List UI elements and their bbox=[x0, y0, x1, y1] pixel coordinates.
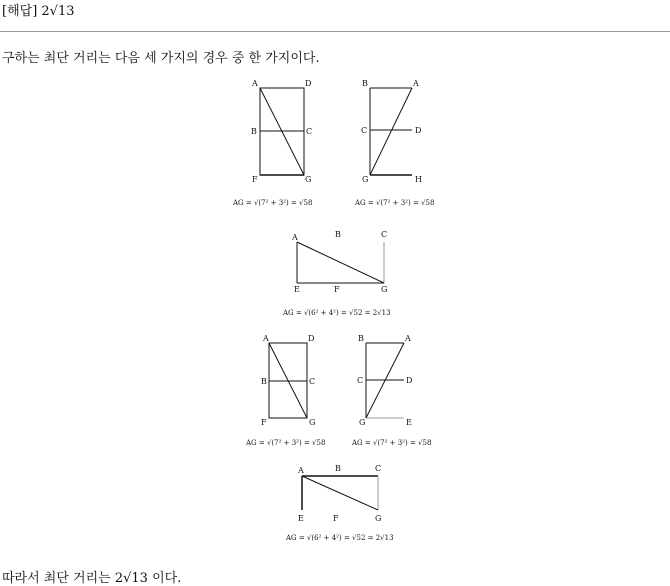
figure-2 bbox=[354, 79, 434, 207]
figure-1 bbox=[232, 79, 312, 207]
label-e: E bbox=[298, 514, 304, 523]
caption: AG = √(7² + 3²) = √58 bbox=[233, 199, 313, 207]
label-tl: A bbox=[263, 334, 269, 343]
label-tr: A bbox=[413, 79, 419, 88]
label-ml: C bbox=[361, 126, 368, 135]
label-br: H bbox=[415, 175, 422, 184]
figure-6 bbox=[285, 464, 394, 542]
answer-line: [해답] 2√13 bbox=[2, 4, 75, 19]
label-bl: F bbox=[252, 175, 258, 184]
label-mr: C bbox=[306, 127, 313, 136]
label-f: F bbox=[333, 514, 339, 523]
label-a: A bbox=[292, 233, 298, 242]
label-tl: B bbox=[362, 79, 368, 88]
label-br: G bbox=[309, 418, 316, 427]
caption: AG = √(7² + 3²) = √58 bbox=[246, 439, 326, 447]
label-b: B bbox=[335, 464, 341, 473]
label-bl: F bbox=[261, 418, 267, 427]
caption: AG = √(6² + 4²) = √52 = 2√13 bbox=[286, 534, 394, 542]
caption: AG = √(6² + 4²) = √52 = 2√13 bbox=[283, 309, 391, 317]
label-tl: A bbox=[252, 79, 258, 88]
path-line bbox=[297, 242, 384, 283]
label-c: C bbox=[381, 230, 388, 239]
label-tr: D bbox=[308, 334, 315, 343]
conclusion-text: 따라서 최단 거리는 2√13 이다. bbox=[2, 571, 182, 586]
label-ml: B bbox=[261, 377, 267, 386]
label-ml: C bbox=[357, 376, 364, 385]
caption: AG = √(7² + 3²) = √58 bbox=[355, 199, 435, 207]
caption: AG = √(7² + 3²) = √58 bbox=[352, 439, 432, 447]
label-br: E bbox=[406, 418, 412, 427]
label-bl: G bbox=[359, 418, 366, 427]
intro-text: 구하는 최단 거리는 다음 세 가지의 경우 중 한 가지이다. bbox=[2, 51, 320, 66]
label-mr: C bbox=[309, 377, 316, 386]
label-bl: G bbox=[362, 175, 369, 184]
label-b: B bbox=[335, 230, 341, 239]
label-ml: B bbox=[251, 127, 257, 136]
label-tr: A bbox=[405, 334, 411, 343]
label-tr: D bbox=[305, 79, 312, 88]
label-g: G bbox=[381, 285, 388, 294]
label-tl: B bbox=[358, 334, 364, 343]
path-line bbox=[370, 88, 412, 175]
label-mr: D bbox=[415, 126, 422, 135]
label-e: E bbox=[294, 285, 300, 294]
label-mr: D bbox=[406, 376, 413, 385]
figure-5 bbox=[351, 334, 431, 447]
label-g: G bbox=[375, 514, 382, 523]
label-c: C bbox=[375, 464, 382, 473]
label-a: A bbox=[298, 466, 304, 475]
figure-4 bbox=[245, 334, 325, 447]
label-f: F bbox=[334, 285, 340, 294]
label-br: G bbox=[305, 175, 312, 184]
figure-3 bbox=[282, 230, 391, 317]
path-line bbox=[302, 476, 378, 510]
